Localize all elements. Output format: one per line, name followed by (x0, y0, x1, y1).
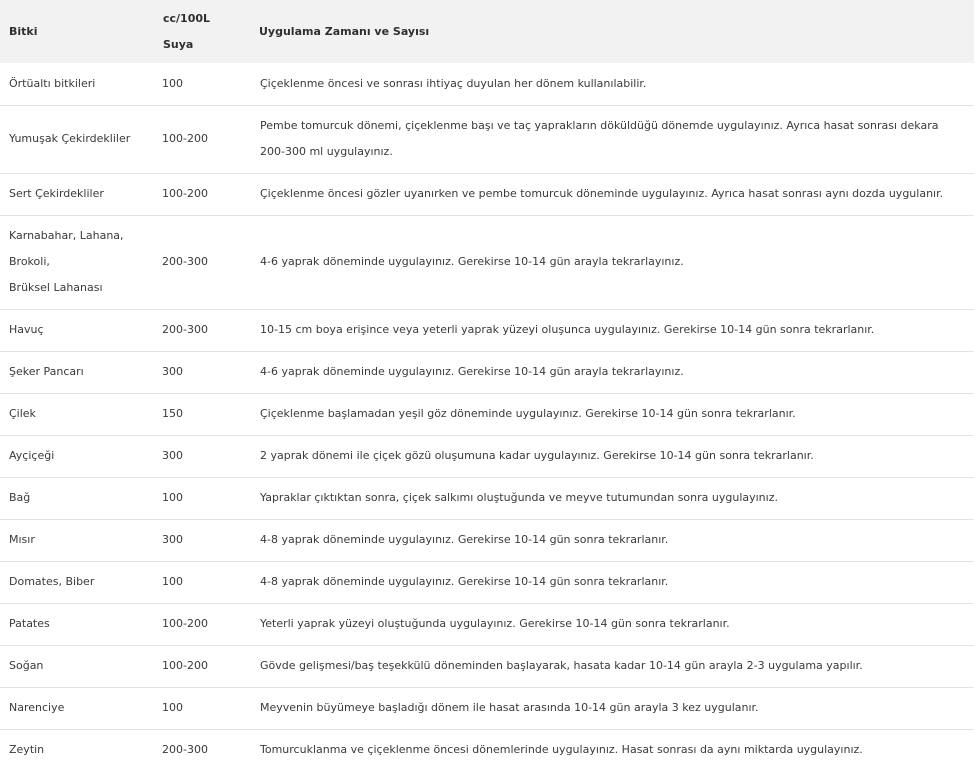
cell-dose: 100 (162, 701, 183, 714)
cell-dose: 200-300 (162, 255, 208, 268)
cell-application: Meyvenin büyümeye başladığı dönem ile hasat arasında 10-14 gün arayla 3 kez uygulanır. (260, 701, 759, 714)
cell-dose: 100 (162, 491, 183, 504)
cell-application: Gövde gelişmesi/baş teşekkülü döneminden başlayarak, hasata kadar 10-14 gün arayla 2-3 uygulama yapılır. (260, 659, 863, 672)
cell-application: 4-6 yaprak döneminde uygulayınız. Gerekirse 10-14 gün arayla tekrarlayınız. (260, 365, 684, 378)
table-row (0, 729, 974, 771)
table-row (0, 687, 974, 729)
cell-application: Yapraklar çıktıktan sonra, çiçek salkımı oluştuğunda ve meyve tutumundan sonra uygulayınız. (260, 491, 778, 504)
table-row (0, 215, 974, 309)
table-row (0, 561, 974, 603)
table-row (0, 63, 974, 105)
cell-dose: 100-200 (162, 659, 208, 672)
table-row (0, 477, 974, 519)
cell-application: Pembe tomurcuk dönemi, çiçeklenme başı ve taç yaprakların döküldüğü dönemde uygulayınız. Ayrıca hasat sonrası dekara 200-300 ml uygulayınız. (260, 119, 939, 158)
cell-application: 4-6 yaprak döneminde uygulayınız. Gerekirse 10-14 gün arayla tekrarlayınız. (260, 255, 684, 268)
cell-plant: Soğan (9, 659, 44, 672)
cell-dose: 100 (162, 76, 183, 90)
cell-plant: Ayçiçeği (9, 449, 55, 462)
cell-application: Çiçeklenme öncesi ve sonrası ihtiyaç duyulan her dönem kullanılabilir. (260, 76, 647, 90)
cell-application: 4-8 yaprak döneminde uygulayınız. Gerekirse 10-14 gün sonra tekrarlanır. (260, 533, 669, 546)
cell-dose: 300 (162, 533, 183, 546)
header-row (0, 0, 974, 63)
table-header (0, 0, 974, 63)
cell-plant (0, 215, 152, 309)
cell-dose: 100 (162, 575, 183, 588)
table-row (0, 645, 974, 687)
header-dose-line2: Suya (163, 37, 194, 51)
cell-plant: Bağ (9, 491, 31, 504)
table-row (0, 105, 974, 173)
cell-dose: 150 (162, 407, 183, 420)
cell-plant: Sert Çekirdekliler (9, 187, 104, 200)
table-row (0, 519, 974, 561)
cell-application: Çiçeklenme öncesi gözler uyanırken ve pembe tomurcuk döneminde uygulayınız. Ayrıca hasat sonrası aynı dozda uygulanır. (260, 187, 944, 200)
cell-plant: Havuç (9, 323, 44, 336)
cell-dose: 300 (162, 449, 183, 462)
cell-application: 2 yaprak dönemi ile çiçek gözü oluşumuna kadar uygulayınız. Gerekirse 10-14 gün sonra tekrarlanır. (260, 449, 814, 462)
cell-plant-line: Brokoli, (9, 255, 50, 268)
cell-application: 10-15 cm boya erişince veya yeterli yaprak yüzeyi oluşunca uygulayınız. Gerekirse 10-14 gün sonra tekrarlanır. (260, 323, 875, 336)
cell-plant-line: Brüksel Lahanası (9, 281, 103, 294)
cell-plant: Yumuşak Çekirdekliler (9, 132, 131, 145)
cell-application: Çiçeklenme başlamadan yeşil göz döneminde uygulayınız. Gerekirse 10-14 gün sonra tekrarlanır. (260, 407, 796, 420)
table-row (0, 393, 974, 435)
table-row (0, 309, 974, 351)
cell-plant: Şeker Pancarı (9, 365, 84, 378)
table-row (0, 173, 974, 215)
cell-dose: 100-200 (162, 132, 208, 145)
header-dose-line1: cc/100L (163, 11, 211, 25)
cell-application: Yeterli yaprak yüzeyi oluştuğunda uygulayınız. Gerekirse 10-14 gün sonra tekrarlanır. (260, 617, 730, 630)
cell-dose: 200-300 (162, 323, 208, 336)
cell-plant: Örtüaltı bitkileri (9, 76, 96, 90)
cell-plant: Çilek (9, 407, 36, 420)
cell-plant-line: Karnabahar, Lahana, (9, 229, 124, 242)
cell-dose: 100-200 (162, 187, 208, 200)
cell-plant: Patates (9, 617, 50, 630)
header-application: Uygulama Zamanı ve Sayısı (259, 25, 430, 38)
cell-plant: Zeytin (9, 743, 45, 757)
cell-dose: 300 (162, 365, 183, 378)
cell-dose: 200-300 (162, 743, 208, 757)
cell-plant: Domates, Biber (9, 575, 95, 588)
table-row (0, 603, 974, 645)
header-plant: Bitki (9, 25, 38, 38)
table-row (0, 351, 974, 393)
cell-application: Tomurcuklanma ve çiçeklenme öncesi dönemlerinde uygulayınız. Hasat sonrası da aynı miktarda uygulayınız. (260, 743, 863, 757)
table-row (0, 435, 974, 477)
table-body (0, 63, 974, 771)
header-dose (152, 0, 250, 63)
cell-plant: Mısır (9, 533, 35, 546)
cell-dose: 100-200 (162, 617, 208, 630)
cell-plant: Narenciye (9, 701, 65, 714)
cell-application: 4-8 yaprak döneminde uygulayınız. Gerekirse 10-14 gün sonra tekrarlanır. (260, 575, 669, 588)
